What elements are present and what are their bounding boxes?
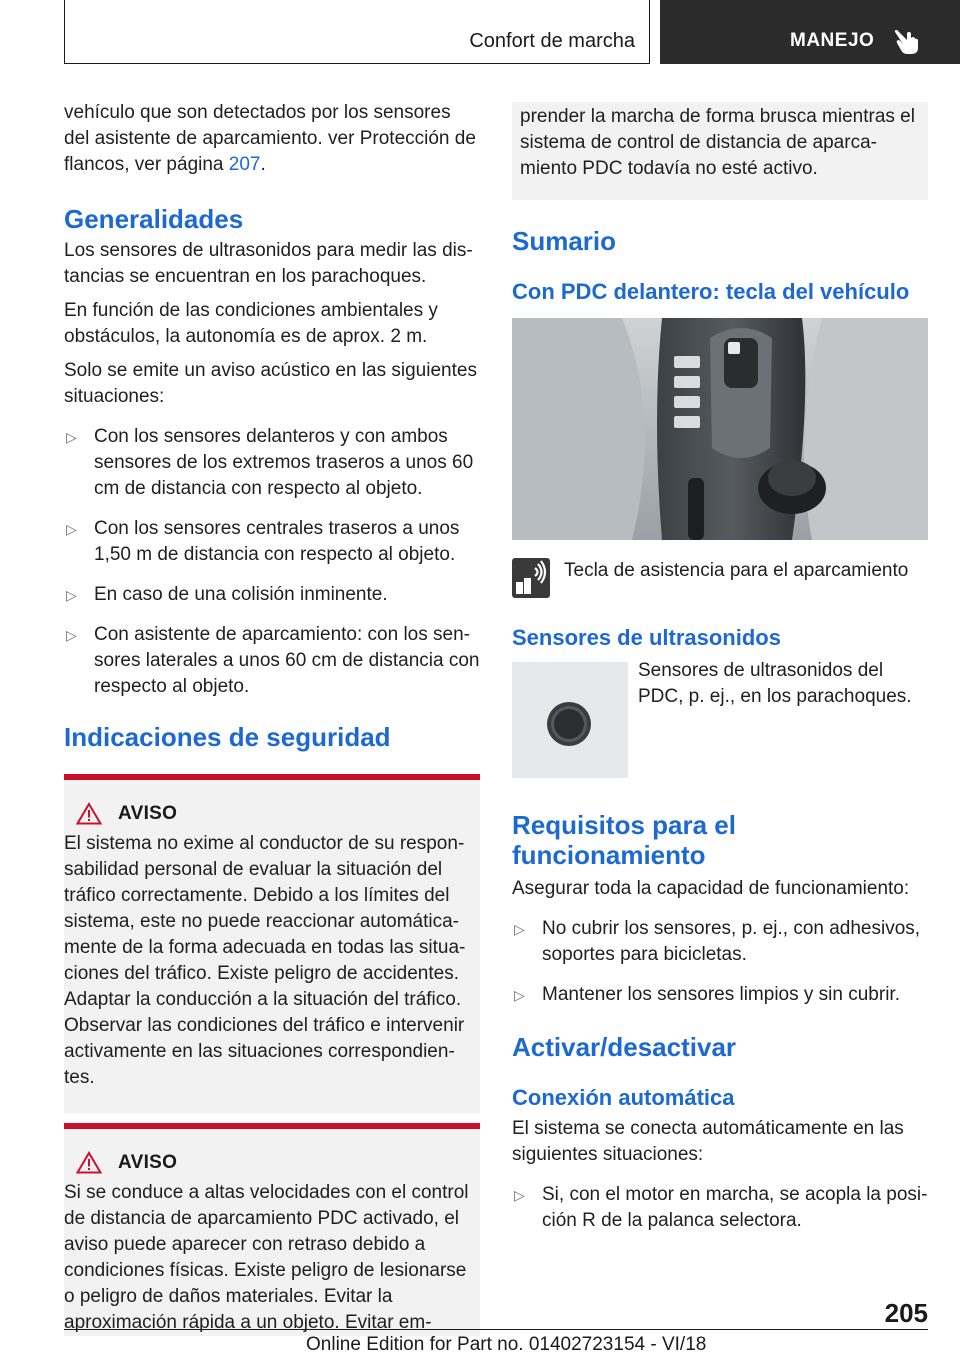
list-item-text: Con los sensores delanteros y con ambos sensores de los extremos traseros a unos 60 cm de distancia con respecto al objeto. <box>94 426 474 499</box>
warning-title: AVISO <box>118 802 178 824</box>
warning-title: AVISO <box>118 1151 178 1173</box>
left-column <box>64 100 480 1336</box>
warning-box-2 <box>64 1123 480 1336</box>
list-item <box>64 622 480 700</box>
heading-generalidades: Generalidades <box>64 204 244 234</box>
triangle-right-icon: ▷ <box>514 921 525 937</box>
heading-indicaciones-seguridad: Indicaciones de seguridad <box>64 722 391 752</box>
heading-conexion-automatica: Conexión automática <box>512 1085 735 1110</box>
list-item <box>64 424 480 502</box>
continued-note-text: prender la marcha de forma brusca mientras el sistema de control de distancia de aparcamiento PDC todavía no esté activo. <box>520 106 915 179</box>
footer-divider <box>64 1329 928 1330</box>
triangle-right-icon: ▷ <box>514 1187 525 1203</box>
list-item-text: Con asistente de aparcamiento: con los sensores laterales a unos 60 cm de distancia con respecto al objeto. <box>94 624 480 697</box>
pdc-button-row <box>512 558 928 598</box>
list-item <box>512 1182 928 1234</box>
list-item <box>64 516 480 568</box>
general-paragraph-3: Solo se emite un aviso acústico en las siguientes situaciones: <box>64 360 477 407</box>
triangle-right-icon: ▷ <box>514 987 525 1003</box>
ultrasonic-sensor-icon <box>512 662 628 778</box>
warning-triangle-icon <box>76 802 102 825</box>
general-paragraph-1: Los sensores de ultrasonidos para medir las distancias se encuentran en los parachoques. <box>64 240 473 287</box>
heading-pdc-delantero: Con PDC delantero: tecla del vehículo <box>512 279 910 304</box>
triangle-right-icon: ▷ <box>66 627 77 643</box>
center-console-illustration <box>512 318 928 540</box>
sensor-photo <box>512 662 628 778</box>
list-item <box>64 582 480 608</box>
warning-situations-list <box>64 424 480 700</box>
hand-pointer-icon <box>893 26 921 56</box>
intro-text: vehículo que son detectados por los sensores del asistente de aparcamiento. ver Protección de flancos, ver página <box>64 102 476 175</box>
header-section-title: Confort de marcha <box>469 30 635 52</box>
header-section-box <box>64 0 650 64</box>
triangle-right-icon: ▷ <box>66 521 77 537</box>
requirements-intro: Asegurar toda la capacidad de funcionamiento: <box>512 878 910 899</box>
list-item <box>512 982 928 1008</box>
sensor-row <box>512 662 928 778</box>
intro-end: . <box>260 154 266 175</box>
triangle-right-icon: ▷ <box>66 429 77 445</box>
heading-sumario: Sumario <box>512 226 617 256</box>
list-item-text: En caso de una colisión inminente. <box>94 584 388 605</box>
auto-list <box>512 1182 928 1234</box>
park-assist-button-icon <box>512 558 550 598</box>
list-item-text: No cubrir los sensores, p. ej., con adhesivos, soportes para bicicletas. <box>542 918 921 965</box>
edition-footer: Online Edition for Part no. 01402723154 - VI/18 <box>306 1334 707 1355</box>
warning-header <box>76 802 474 825</box>
center-console-photo <box>512 318 928 540</box>
list-item-text: Con los sensores centrales traseros a unos 1,50 m de distancia con respecto al objeto. <box>94 518 460 565</box>
warning-text: El sistema no exime al conductor de su responsabilidad personal de evaluar la situación del tráfico correctamente. Debido a los límites del sistema, este no puede reaccionar automáticamente de la forma adecuada en todas las situaciones del tráfico. Existe peligro de accidentes. Adaptar la conducción a la situación del tráfico. Observar las condiciones del tráfico e intervenir activamente en las situaciones correspondientes. <box>64 833 466 1088</box>
warning-text: Si se conduce a altas velocidades con el control de distancia de aparcamiento PDC activado, el aviso puede aparecer con retraso debido a condiciones físicas. Existe peligro de lesionarse o peligro de daños materiales. Evitar la aproximación rápida a un objeto. Evitar em- <box>64 1182 469 1333</box>
requirements-list <box>512 916 928 1008</box>
list-item-text: Mantener los sensores limpios y sin cubrir. <box>542 984 900 1005</box>
list-item <box>512 916 928 968</box>
pdc-button-caption: Tecla de asistencia para el aparcamiento <box>564 560 909 581</box>
page-link[interactable]: 207 <box>228 154 261 175</box>
heading-activar-desactivar: Activar/desactivar <box>512 1032 737 1062</box>
continued-note-box <box>512 102 928 200</box>
triangle-right-icon: ▷ <box>66 587 77 603</box>
header-chapter-title: MANEJO <box>790 30 875 51</box>
warning-header <box>76 1151 474 1174</box>
general-paragraph-2: En función de las condiciones ambientales y obstáculos, la autonomía es de aprox. 2 m. <box>64 300 438 347</box>
page-number: 205 <box>884 1298 928 1328</box>
heading-sensores-ultrasonidos: Sensores de ultrasonidos <box>512 625 781 650</box>
right-column <box>512 102 928 1248</box>
sensors-caption: Sensores de ultrasonidos del PDC, p. ej., en los parachoques. <box>638 660 912 707</box>
warning-box-1 <box>64 774 480 1113</box>
auto-text: El sistema se conecta automáticamente en las siguientes situaciones: <box>512 1118 904 1165</box>
warning-triangle-icon <box>76 1151 102 1174</box>
heading-requisitos: Requisitos para el funcionamiento <box>512 810 736 870</box>
intro-paragraph <box>64 100 480 178</box>
list-item-text: Si, con el motor en marcha, se acopla la posición R de la palanca selectora. <box>542 1184 928 1231</box>
